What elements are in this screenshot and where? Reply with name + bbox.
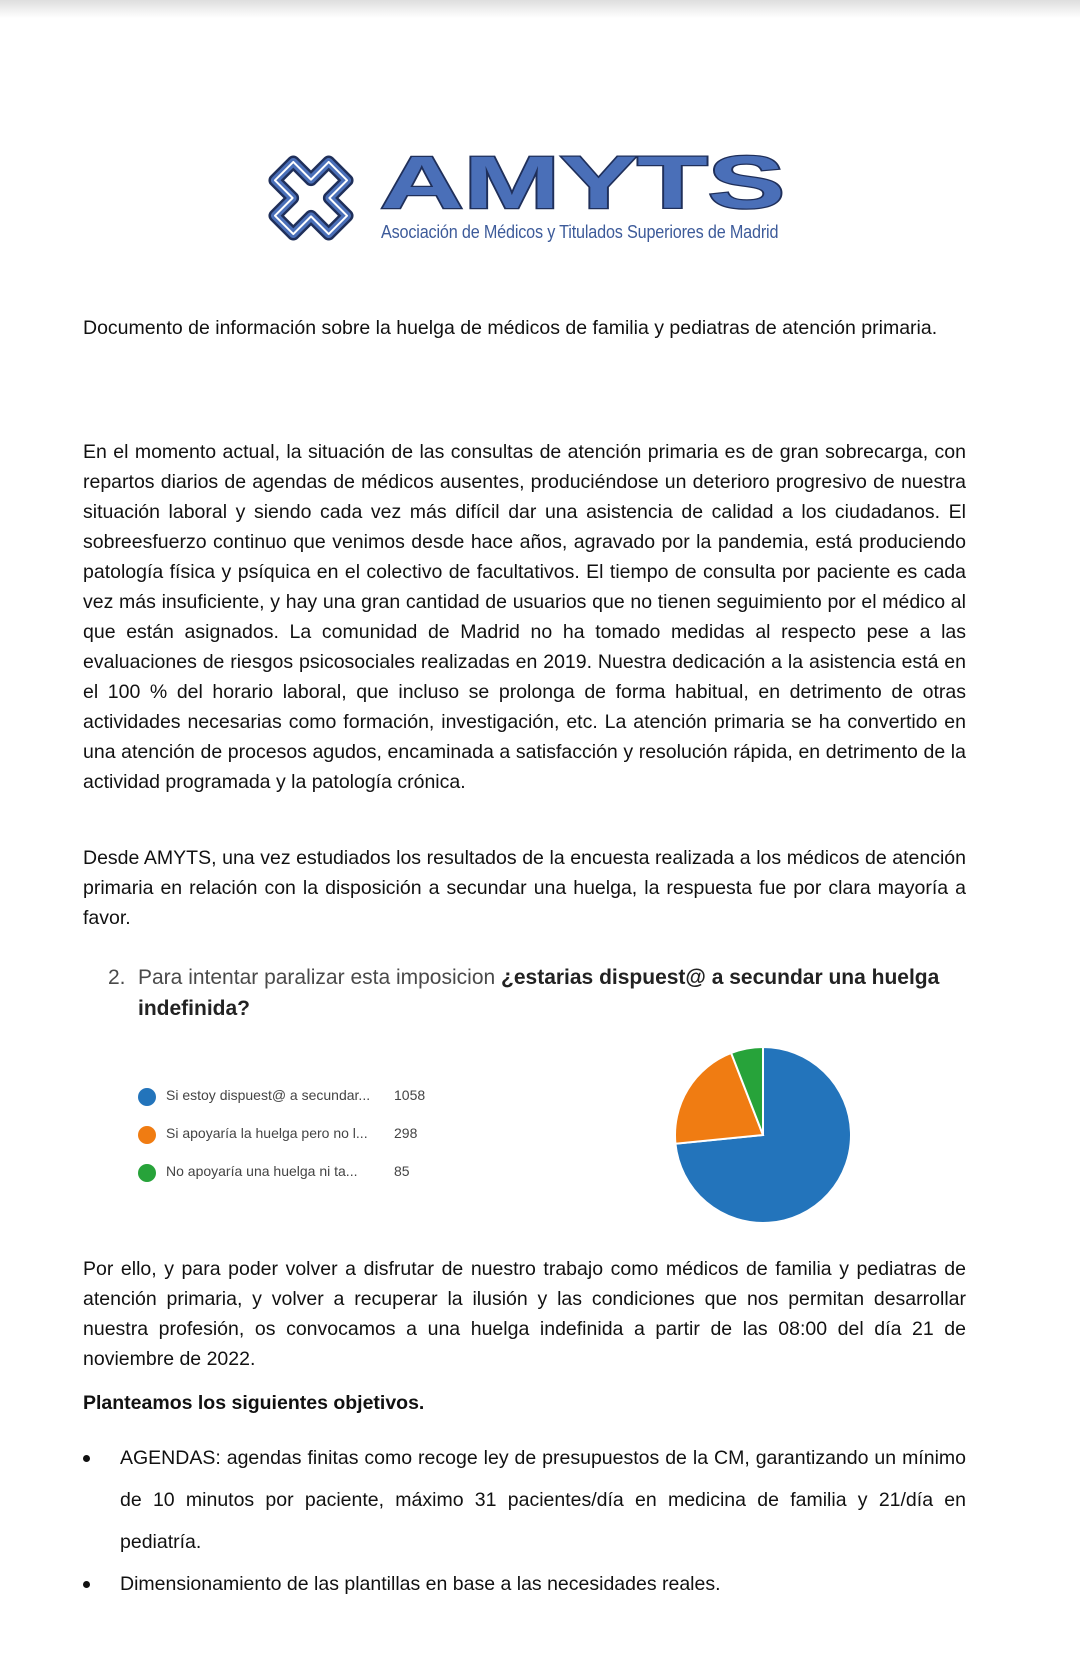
- objectives-list: [83, 1437, 966, 1605]
- survey-question-bold: ¿estarias dispuest@ a secundar una huelga indefinida?: [138, 966, 940, 1020]
- objectives-heading: Planteamos los siguientes objetivos.: [83, 1392, 425, 1414]
- legend-label: Si apoyaría la huelga pero no l...: [166, 1125, 368, 1141]
- legend-dot-orange: [138, 1126, 156, 1144]
- body-paragraph-survey: Desde AMYTS, una vez estudiados los resultados de la encuesta realizada a los médicos de atención primaria en relación con la disposición a secundar una huelga, la respuesta fue por clara mayoría a favor.: [83, 847, 966, 929]
- body-paragraph-strike-call: Por ello, y para poder volver a disfrutar de nuestro trabajo como médicos de familia y pediatras de atención primaria, y volver a recuperar la ilusión y las condiciones que nos permitan desarrollar nuestra profesión, os convocamos a una huelga indefinida a partir de las 08:00 del día 21 de noviembre de 2022.: [83, 1258, 966, 1370]
- body-paragraph-situation: En el momento actual, la situación de las consultas de atención primaria es de gran sobrecarga, con repartos diarios de agendas de médicos ausentes, produciéndose un deterioro progresivo de nuestra situación laboral y siendo cada vez más difícil dar una asistencia de calidad a los ciudadanos. El sobreesfuerzo continuo que venimos desde hace años, agravado por la pandemia, está produciendo patología física y psíquica en el colectivo de facultativos. El tiempo de consulta por paciente es cada vez más insuficiente, y hay una gran cantidad de usuarios que no tienen seguimiento por el médico al que están asignados. La comunidad de Madrid no ha tomado medidas al respecto pese a las evaluaciones de riesgos psicosociales realizadas en 2019. Nuestra dedicación a la asistencia está en el 100 % del horario laboral, que incluso se prolonga de forma habitual, en detrimento de otras actividades necesarias como formación, investigación, etc. La atención primaria se ha convertido en una atención de procesos agudos, encaminada a satisfacción y resolución rápida, en detrimento de la actividad programada y la patología crónica.: [83, 441, 966, 793]
- survey-question-lead: Para intentar paralizar esta imposicion: [138, 966, 502, 989]
- list-item: [83, 1563, 966, 1605]
- bullet-icon: [83, 1455, 90, 1462]
- amyts-logo: [263, 150, 798, 250]
- legend-dot-green: [138, 1164, 156, 1182]
- objective-text: Dimensionamiento de las plantillas en base a las necesidades reales.: [120, 1573, 721, 1595]
- survey-question-text: [138, 962, 968, 1024]
- legend-value: 1058: [394, 1087, 426, 1103]
- bullet-icon: [83, 1581, 90, 1588]
- amyts-wordmark-text: AMYTS: [380, 152, 785, 218]
- legend-label: Si estoy dispuest@ a secundar...: [166, 1087, 371, 1103]
- legend-value: 298: [394, 1125, 418, 1141]
- legend-value: 85: [394, 1163, 410, 1179]
- survey-question-number: 2.: [108, 966, 126, 989]
- legend-label: No apoyaría una huelga ni ta...: [166, 1163, 358, 1179]
- objective-text: AGENDAS: agendas finitas como recoge ley de presupuestos de la CM, garantizando un mínimo de 10 minutos por paciente, máximo 31 pacientes/día en medicina de familia y 21/día en pediatría.: [120, 1447, 966, 1553]
- amyts-wordmark: [380, 152, 790, 218]
- survey-pie-chart: [668, 1040, 858, 1230]
- document-intro: Documento de información sobre la huelga de médicos de familia y pediatras de atención primaria.: [83, 317, 938, 339]
- legend-dot-blue: [138, 1088, 156, 1106]
- list-item: [83, 1437, 966, 1563]
- amyts-cross-emblem-icon: [263, 150, 359, 246]
- logo-subtitle: Asociación de Médicos y Titulados Superiores de Madrid: [381, 222, 779, 242]
- top-edge-shadow: [0, 0, 1080, 18]
